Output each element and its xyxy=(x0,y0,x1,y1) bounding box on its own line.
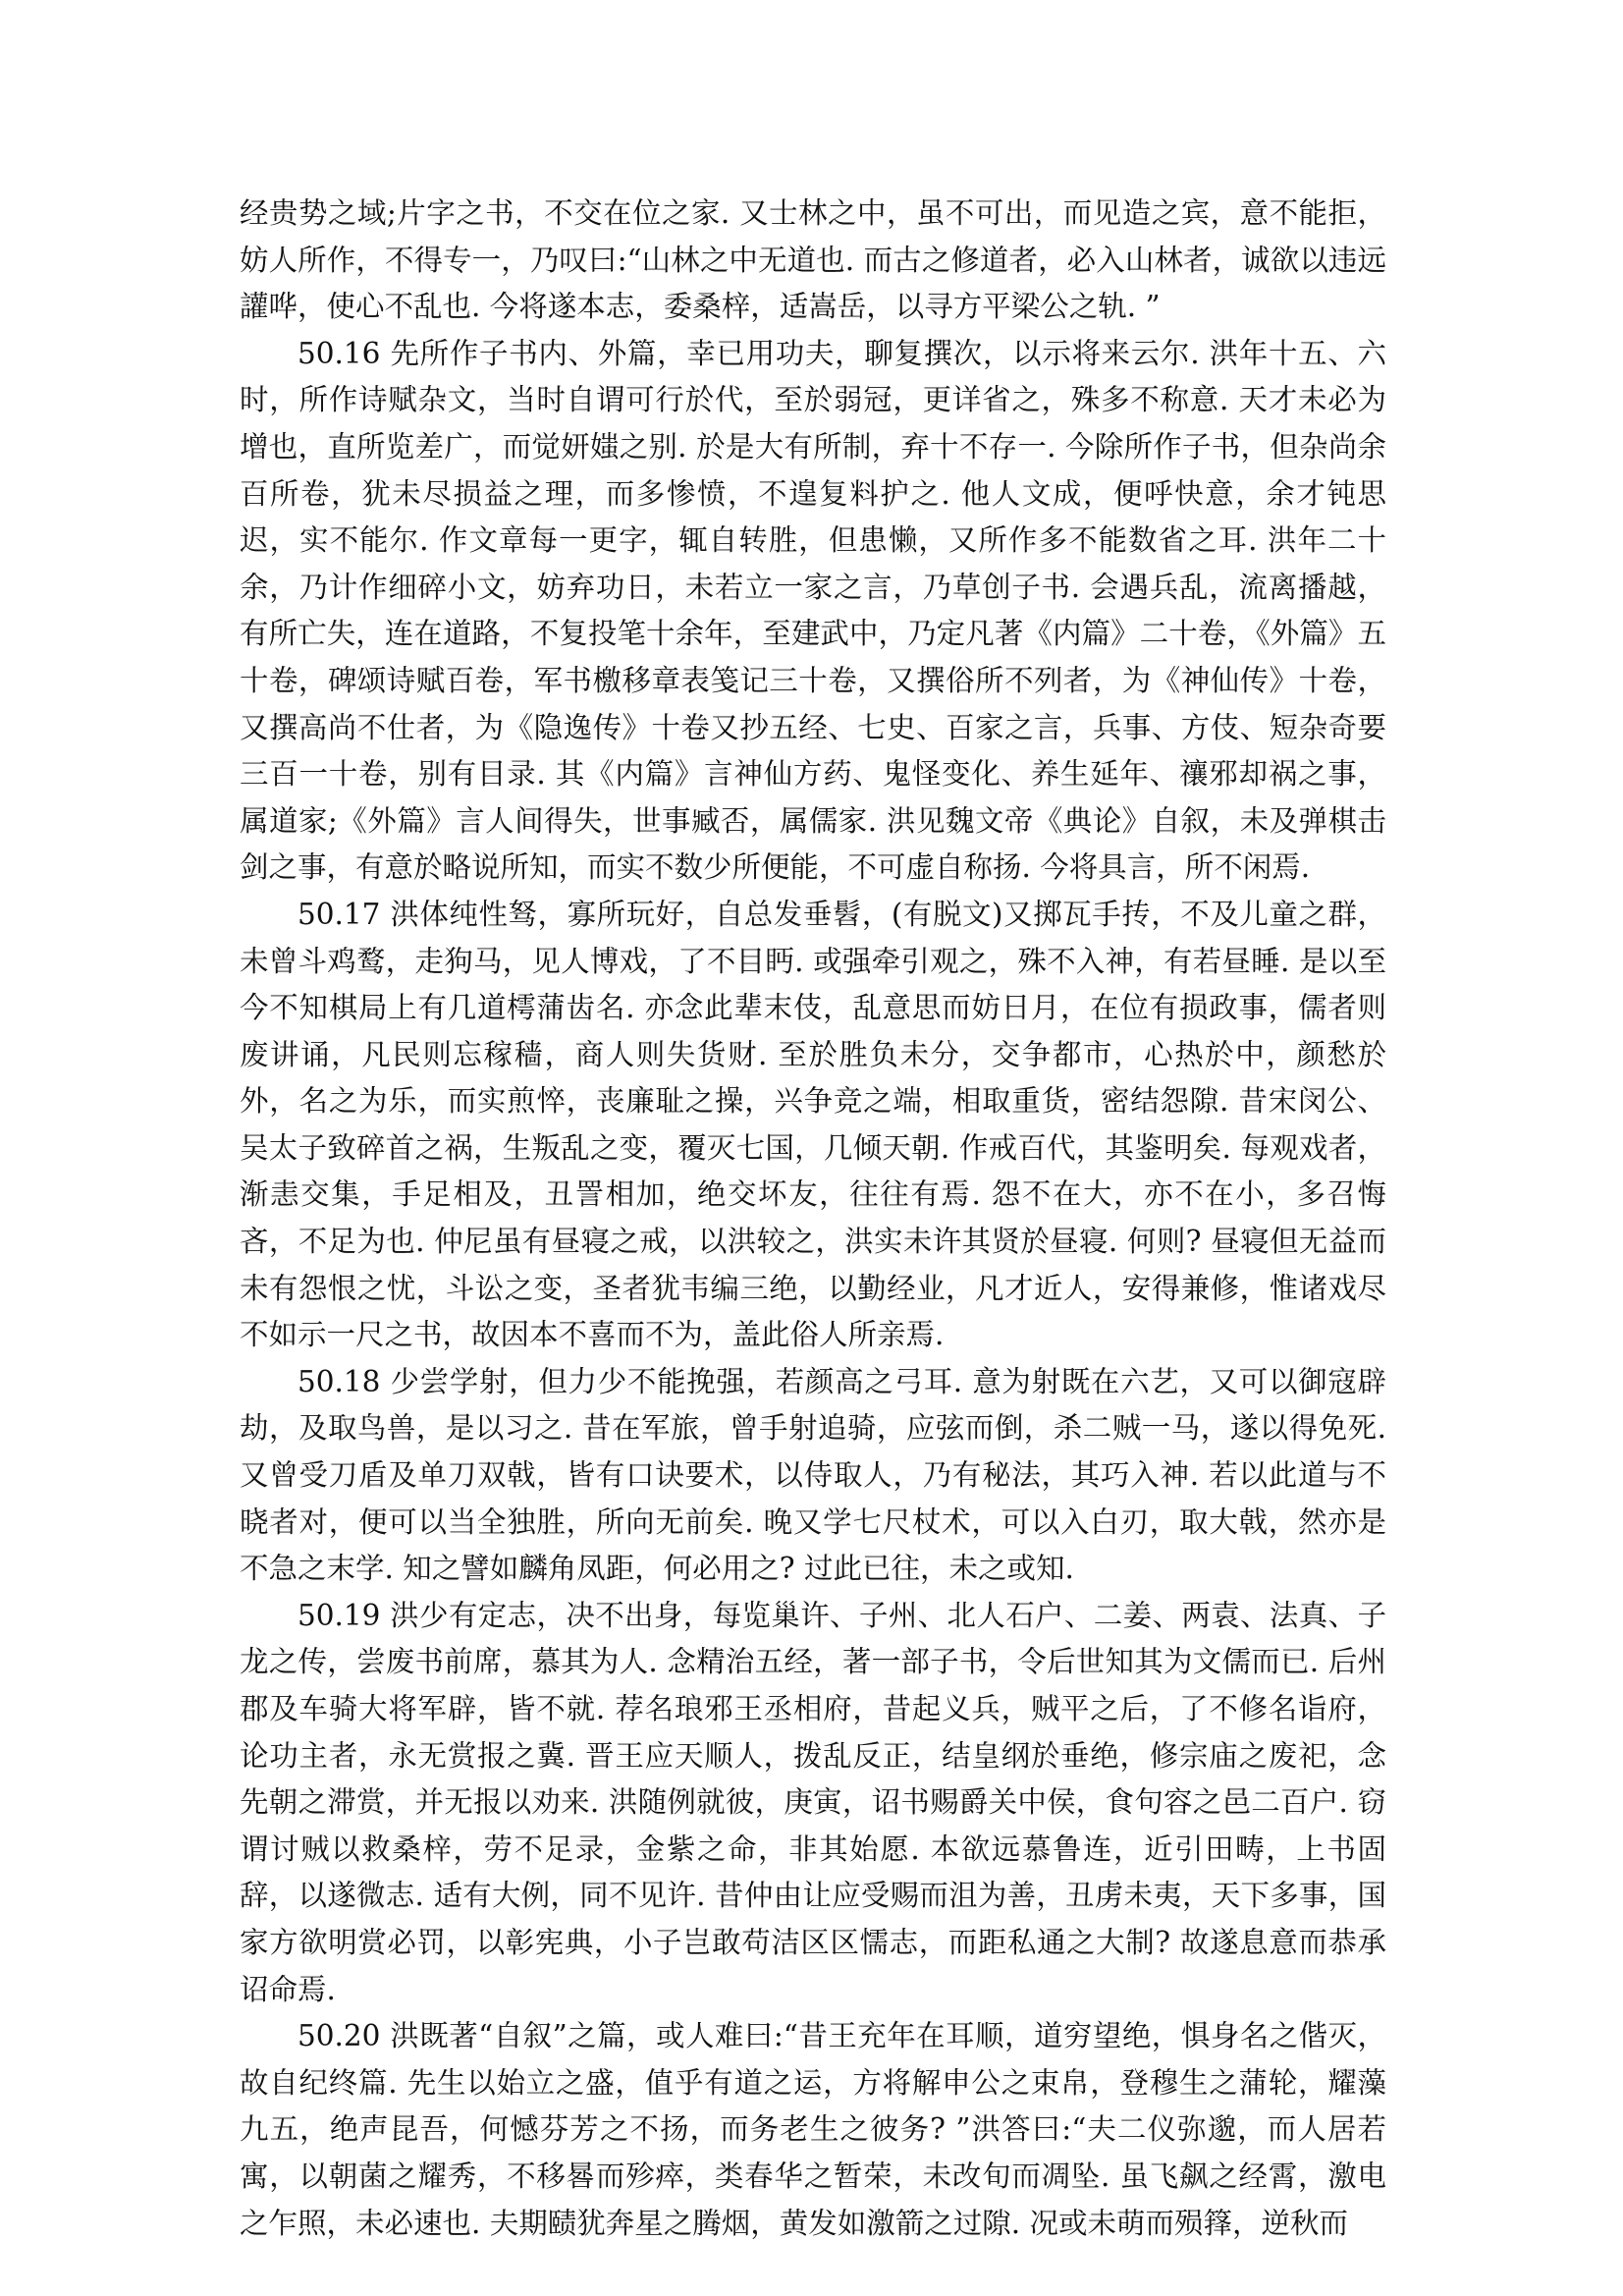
paragraph-50-18: 50.18 少尝学射，但力少不能挽强，若颜高之弓耳. 意为射既在六艺，又可以御寇辟劫，及取鸟兽，是以习之. 昔在军旅，曾手射追骑，应弦而倒，杀二贼一马，遂以得免死. 又曾受刀盾及单刀双戟，皆有口诀要术，以侍取人，乃有秘法，其巧入神. 若以此道与不晓者对，便可以当全独胜，所向无前矣. 晚又学七尺杖术，可以入白刃，取大戟，然亦是不急之末学. 知之譬如麟角凤距，何必用之? 过此已往，未之或知. xyxy=(240,1364,1386,1586)
paragraph-50-20: 50.20 洪既著“自叙”之篇，或人难曰:“昔王充年在耳顺，道穷望绝，惧身名之偕灭，故自纪终篇. 先生以始立之盛，值乎有道之运，方将解申公之束帛，登穆生之蒲轮，耀藻九五，绝声昆吾，何憾芬芳之不扬，而务老生之彼务? ”洪答曰:“夫二仪弥邈，而人居若寓，以朝菌之耀秀，不移晷而殄瘁，类春华之暂荣，未改旬而凋坠. 虽飞飙之经霄，激电之乍照，未必速也. 夫期赜犹奔星之腾烟，黄发如激箭之过隙. 况或未萌而殒箨，逆秋而 xyxy=(240,2019,1386,2240)
paragraph-50-17: 50.17 洪体纯性驽，寡所玩好，自总发垂髫，(有脱文)又掷瓦手抟，不及儿童之群，未曾斗鸡鹜，走狗马，见人博戏，了不目眄. 或强牵引观之，殊不入神，有若昼睡. 是以至今不知棋局上有几道樗蒲齿名. 亦念此辈末伎，乱意思而妨日月，在位有损政事，儒者则废讲诵，凡民则忘稼穑，商人则失货财. 至於胜负未分，交争都市，心热於中，颜愁於外，名之为乐，而实煎悴，丧廉耻之操，兴争竞之端，相取重货，密结怨隙. 昔宋闵公、吴太子致碎首之祸，生叛乱之变，覆灭七国，几倾天朝. 作戒百代，其鉴明矣. 每观戏者，渐恚交集，手足相及，丑詈相加，绝交坏友，往往有焉. 怨不在大，亦不在小，多召悔吝，不足为也. 仲尼虽有昼寝之戒，以洪较之，洪实未许其贤於昼寝. 何则? 昼寝但无益而未有怨恨之忧，斗讼之变，圣者犹韦编三绝，以勤经业，凡才近人，安得兼修，惟诸戏尽不如示一尺之书，故因本不喜而不为，盖此俗人所亲焉. xyxy=(240,897,1386,1352)
document-page xyxy=(240,191,1386,2240)
paragraph-50-16: 50.16 先所作子书内、外篇，幸已用功夫，聊复撰次，以示将来云尔. 洪年十五、六时，所作诗赋杂文，当时自谓可行於代，至於弱冠，更详省之，殊多不称意. 天才未必为增也，直所览差广，而觉妍媸之别. 於是大有所制，弃十不存一. 今除所作子书，但杂尚余百所卷，犹未尽损益之理，而多惨愤，不遑复料护之. 他人文成，便呼快意，余才钝思迟，实不能尔. 作文章每一更字，辄自转胜，但患懒，又所作多不能数省之耳. 洪年二十余，乃计作细碎小文，妨弃功日，未若立一家之言，乃草创子书. 会遇兵乱，流离播越，有所亡失，连在道路，不复投笔十余年，至建武中，乃定凡著《内篇》二十卷，《外篇》五十卷，碑颂诗赋百卷，军书檄移章表笺记三十卷，又撰俗所不列者，为《神仙传》十卷，又撰高尚不仕者，为《隐逸传》十卷又抄五经、七史、百家之言，兵事、方伎、短杂奇要三百一十卷，别有目录. 其《内篇》言神仙方药、鬼怪变化、养生延年、禳邪却祸之事，属道家;《外篇》言人间得失，世事臧否，属儒家. 洪见魏文帝《典论》自叙，未及弹棋击剑之事，有意於略说所知，而实不数少所便能，不可虚自称扬. 今将具言，所不闲焉. xyxy=(240,336,1386,885)
paragraph-50-19: 50.19 洪少有定志，决不出身，每览巢许、子州、北人石户、二姜、两袁、法真、子龙之传，尝废书前席，慕其为人. 念精治五经，著一部子书，令后世知其为文儒而已. 后州郡及车骑大将军辟，皆不就. 荐名琅邪王丞相府，昔起义兵，贼平之后，了不修名诣府，论功主者，永无赏报之冀. 晋王应天顺人，拨乱反正，结皇纲於垂绝，修宗庙之废祀，念先朝之滞赏，并无报以劝来. 洪随例就彼，庚寅，诏书赐爵关中侯，食句容之邑二百户. 窃谓讨贼以救桑梓，劳不足录，金紫之命，非其始愿. 本欲远慕鲁连，近引田畴，上书固辞，以遂微志. 适有大例，同不见许. 昔仲由让应受赐而沮为善，丑虏未夷，天下多事，国家方欲明赏必罚，以彰宪典，小子岂敢苟洁区区懦志，而距私通之大制? 故遂息意而恭承诏命焉. xyxy=(240,1598,1386,2006)
paragraph-opening: 经贵势之域;片字之书，不交在位之家. 又士林之中，虽不可出，而见造之宾，意不能拒，妨人所作，不得专一，乃叹曰:“山林之中无道也. 而古之修道者，必入山林者，诚欲以违远讙哗，使心不乱也. 今将遂本志，委桑梓，适嵩岳，以寻方平梁公之轨. ” xyxy=(240,196,1386,324)
